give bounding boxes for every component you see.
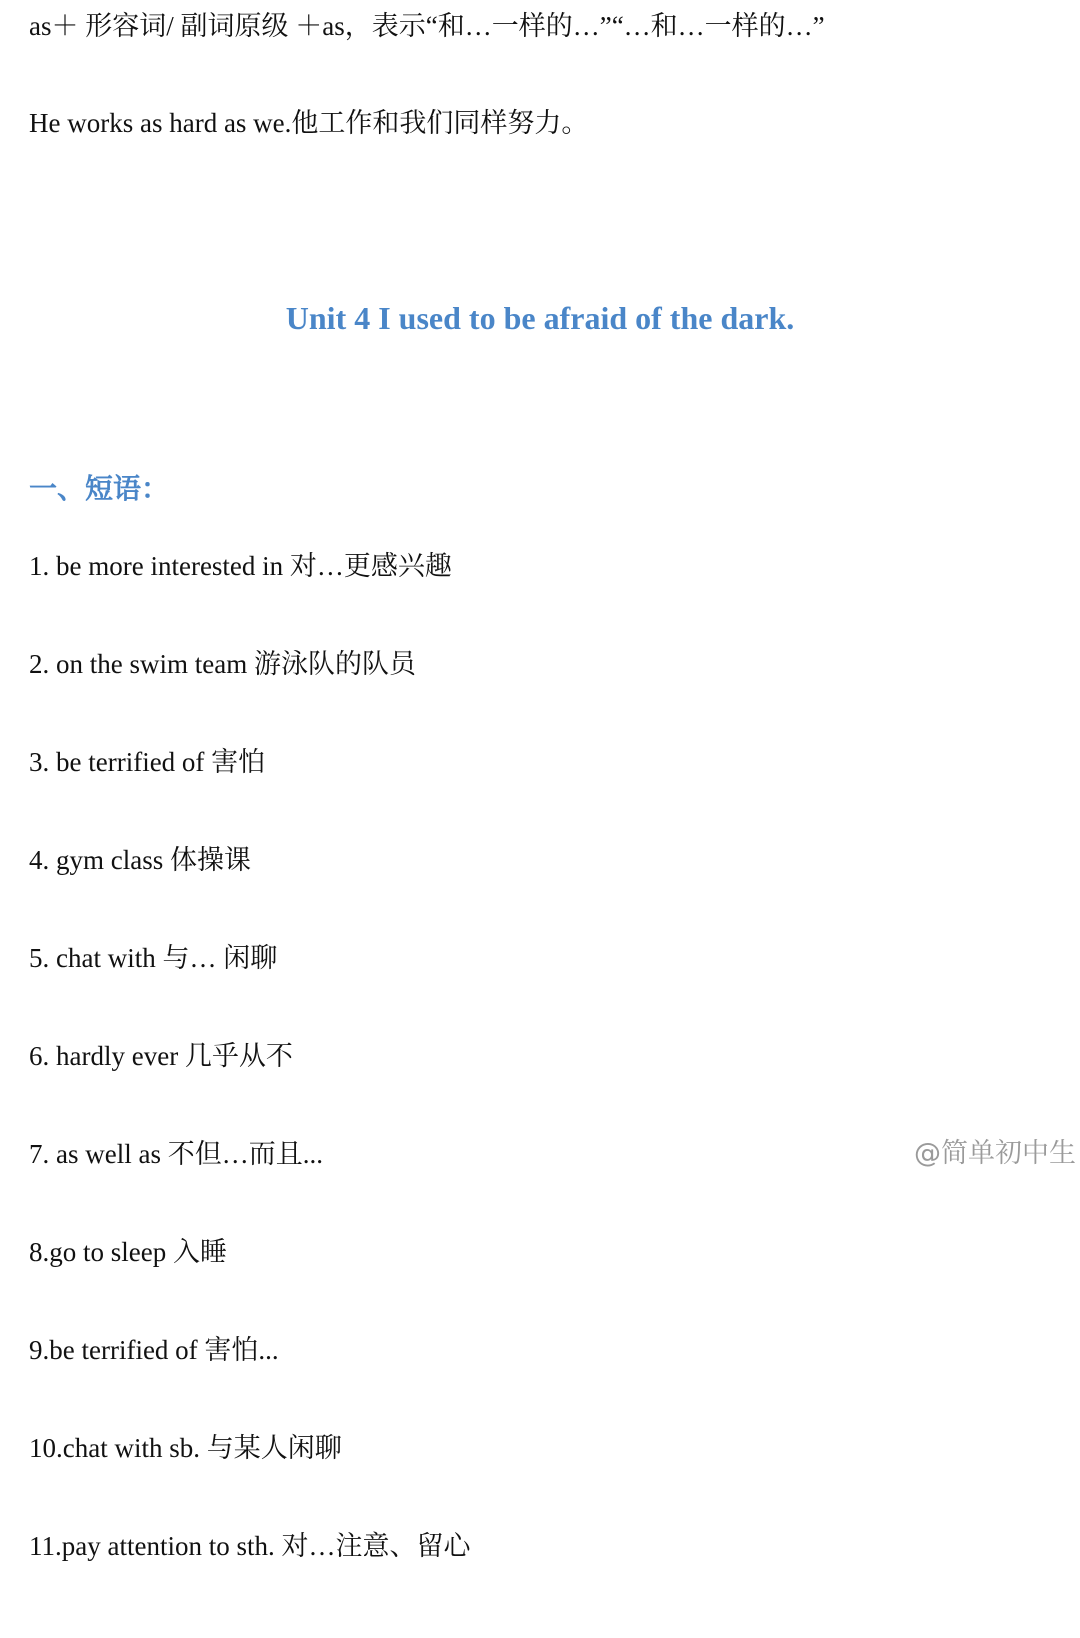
grammar-rule: as＋ 形容词/ 副词原级 ＋as，表示“和…一样的…”“…和…一样的…” (29, 11, 825, 41)
list-item: 10.chat with sb. 与某人闲聊 (29, 1433, 342, 1463)
list-item: 4. gym class 体操课 (29, 845, 251, 875)
list-item: 5. chat with 与… 闲聊 (29, 943, 278, 973)
list-item: 11.pay attention to sth. 对…注意、留心 (29, 1531, 471, 1561)
list-item: 7. as well as 不但…而且... (29, 1139, 323, 1169)
list-item: 1. be more interested in 对…更感兴趣 (29, 551, 452, 581)
list-item: 2. on the swim team 游泳队的队员 (29, 649, 416, 679)
list-item: 3. be terrified of 害怕 (29, 747, 266, 777)
list-item: 6. hardly ever 几乎从不 (29, 1041, 293, 1071)
unit-title: Unit 4 I used to be afraid of the dark. (285, 300, 795, 336)
watermark: @简单初中生 (914, 1138, 1076, 1169)
list-item: 8.go to sleep 入睡 (29, 1237, 227, 1267)
grammar-example: He works as hard as we.他工作和我们同样努力。 (29, 108, 589, 138)
section-heading: 一、短语： (29, 474, 170, 505)
list-item: 9.be terrified of 害怕... (29, 1335, 279, 1365)
